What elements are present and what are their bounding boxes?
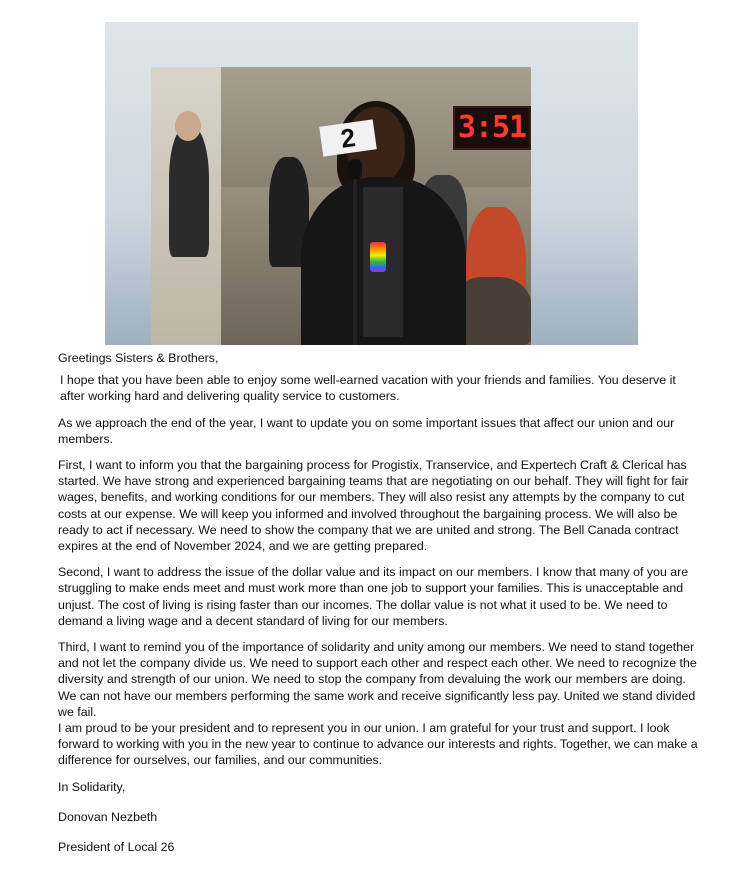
paragraph: As we approach the end of the year, I want to update you on some important issues that affect our union and our members. [58,415,675,446]
microphone-icon [348,159,362,179]
signer-title: President of Local 26 [58,840,175,855]
paragraph: I hope that you have been able to enjoy some well-earned vacation with your friends and families. You deserve it after working hard and delivering quality service to customers. [60,373,676,404]
signoff: In Solidarity, [58,779,126,794]
rainbow-lanyard [370,242,386,272]
audience-person [169,127,209,257]
speaker-photo [105,22,638,345]
microphone-stand [353,167,357,345]
paragraph: I am proud to be your president and to represent you in our union. I am grateful for your trust and support. I look forward to working with you in the new year to continue to advance our interests and rights. Together, we can make a difference for ourselves, our families, and our communities. [58,721,698,768]
speaking-timer: 3:51 [453,106,531,150]
greeting: Greetings Sisters & Brothers, [58,351,219,365]
paragraph: Second, I want to address the issue of the dollar value and its impact on our members. I know that many of you are struggling to make ends meet and must work more than one job to support your families. This is unacceptable and unjust. The cost of living is rising faster than our incomes. The dollar value is not what it used to be. We need to demand a living wage and a decent standard of living for our members. [58,565,689,628]
delegate-sign: 2 [319,119,377,156]
signer-name: Donovan Nezbeth [58,809,158,824]
paragraph: Third, I want to remind you of the importance of solidarity and unity among our members. We need to stand together and not let the company divide us. We need to support each other and respect each other. We need to recognize the diversity and strength of our union. We need to stop the company from devaluing the work our members are doing. We can not have our members performing the same work and receive significantly less pay. United we stand divided we fail. [58,640,697,719]
paragraph: First, I want to inform you that the bargaining process for Progistix, Transervice, and Expertech Craft & Clerical has started. We have strong and experienced bargaining teams that are negotiating on our behalf. They will fight for fair wages, benefits, and working conditions for our members. They will also resist any attempts by the company to cut costs at our expense. We will keep you informed and involved throughout the bargaining process. We will also be ready to act if necessary. We need to show the company that we are united and strong. The Bell Canada contract expires at the end of November 2024, and we are getting prepared. [58,458,689,554]
letter-body [58,350,698,855]
audience-person [175,111,201,141]
